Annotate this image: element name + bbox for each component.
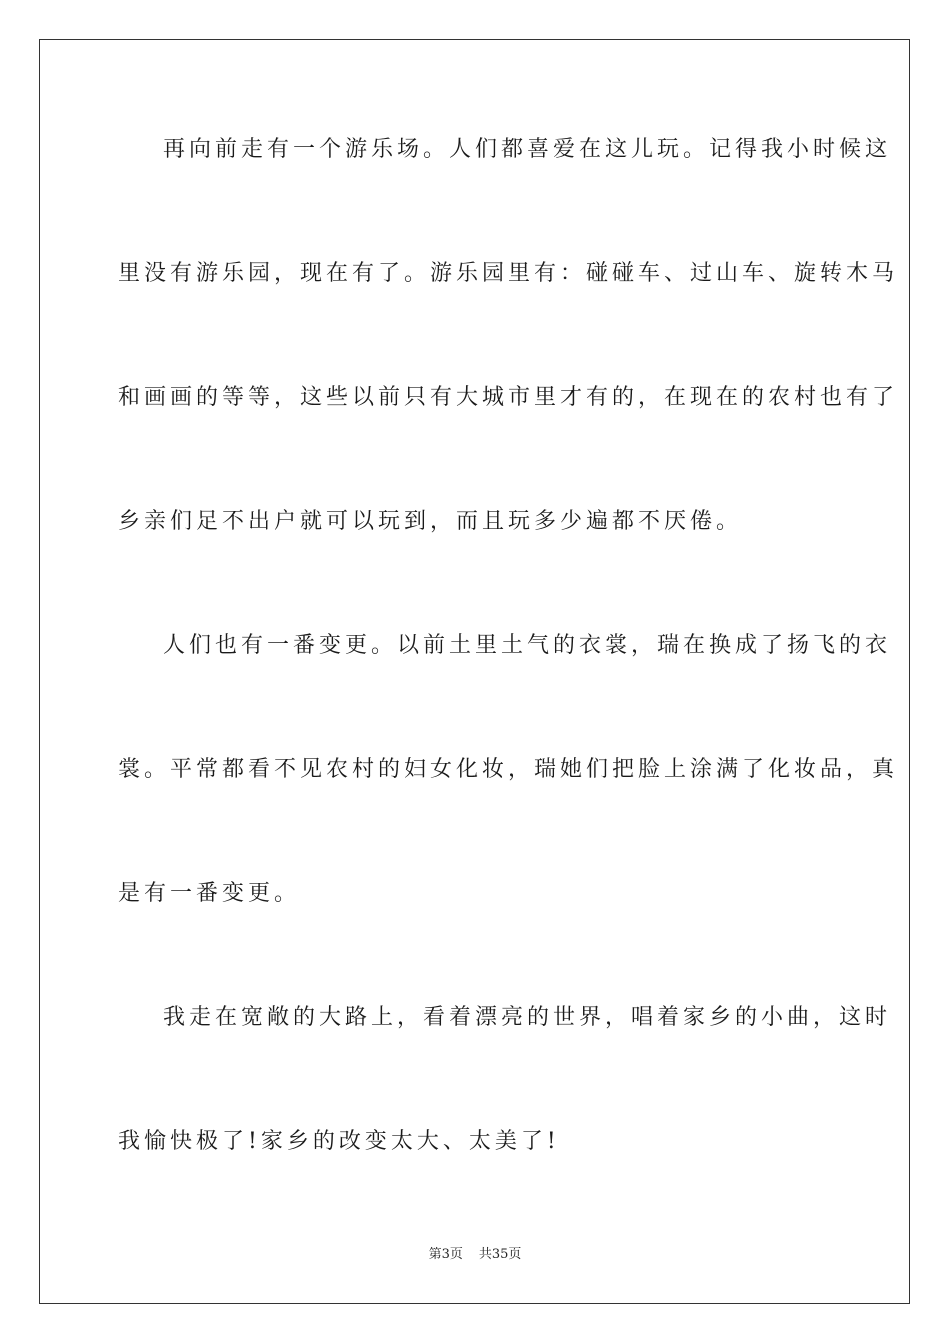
paragraph-1-line-4: 乡亲们足不出户就可以玩到，而且玩多少遍都不厌倦。 (118, 509, 743, 534)
paragraph-3-line-2: 我愉快极了!家乡的改变太大、太美了! (118, 1129, 560, 1154)
paragraph-3-line-1: 我走在宽敞的大路上，看着漂亮的世界，唱着家乡的小曲，这时 (163, 1005, 892, 1030)
page-total: 共35页 (478, 1247, 522, 1262)
page-border (39, 39, 910, 1304)
page-footer (0, 1246, 950, 1264)
paragraph-1-line-3: 和画画的等等，这些以前只有大城市里才有的，在现在的农村也有了 (118, 385, 899, 410)
paragraph-2-line-2: 裳。平常都看不见农村的妇女化妆，瑞她们把脸上涂满了化妆品，真 (118, 757, 899, 782)
paragraph-1-line-1: 再向前走有一个游乐场。人们都喜爱在这儿玩。记得我小时候这 (163, 137, 892, 162)
page-number: 第3页 (428, 1247, 463, 1262)
paragraph-1-line-2: 里没有游乐园，现在有了。游乐园里有：碰碰车、过山车、旋转木马 (118, 261, 899, 286)
paragraph-2-line-1: 人们也有一番变更。以前土里土气的衣裳，瑞在换成了扬飞的衣 (163, 633, 892, 658)
paragraph-2-line-3: 是有一番变更。 (118, 881, 301, 906)
